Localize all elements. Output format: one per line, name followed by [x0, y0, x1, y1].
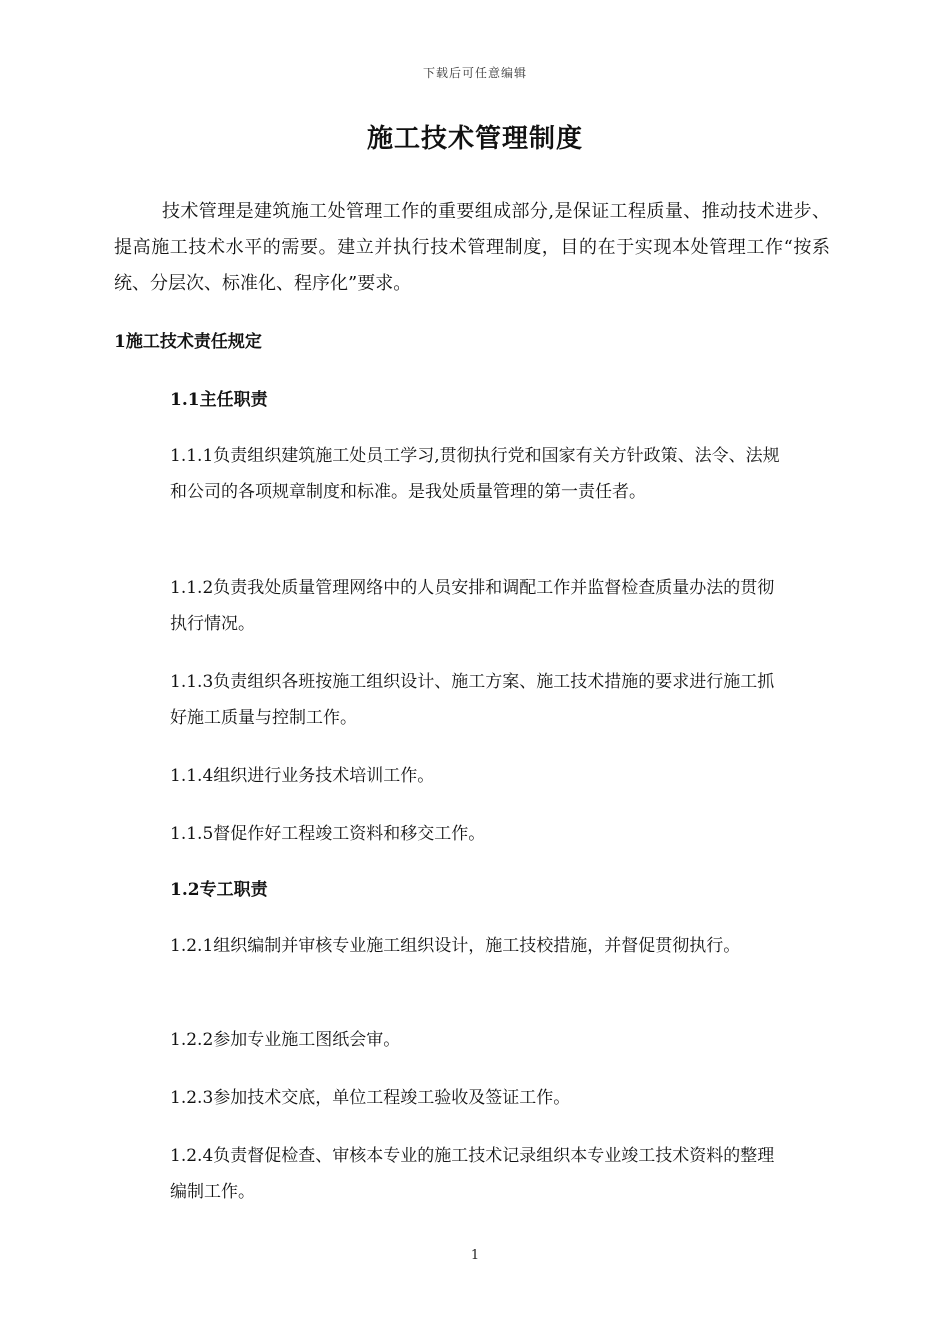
clause-1-2-1: 1.2.1组织编制并审核专业施工组织设计，施工技校措施，并督促贯彻执行。: [170, 936, 741, 956]
clause-1-1-3: 1.1.3负责组织各班按施工组织设计、施工方案、施工技术措施的要求进行施工抓好施工质量与控制工作。: [170, 672, 775, 728]
section-heading-1: 1施工技术责任规定: [114, 332, 262, 352]
clause-1-1-4: 1.1.4组织进行业务技术培训工作。: [170, 766, 435, 786]
clause-1-1-2: 1.1.2负责我处质量管理网络中的人员安排和调配工作并监督检查质量办法的贯彻执行情况。: [170, 578, 775, 634]
subsection-heading-1-1: 1.1主任职责: [170, 390, 268, 410]
subsection-heading-1-2: 1.2专工职责: [170, 880, 268, 900]
header-note: 下载后可任意编辑: [422, 66, 527, 80]
clause-1-1-1: 1.1.1负责组织建筑施工处员工学习,贯彻执行党和国家有关方针政策、法令、法规和公司的各项规章制度和标准。是我处质量管理的第一责任者。: [170, 446, 780, 502]
intro-paragraph: 技术管理是建筑施工处管理工作的重要组成部分,是保证工程质量、推动技术进步、提高施工技术水平的需要。建立并执行技术管理制度，目的在于实现本处管理工作“按系统、分层次、标准化、程序化”要求。: [114, 201, 830, 294]
clause-1-2-3: 1.2.3参加技术交底，单位工程竣工验收及签证工作。: [170, 1088, 571, 1108]
page-number: 1: [470, 1248, 480, 1263]
clause-1-2-2: 1.2.2参加专业施工图纸会审。: [170, 1030, 401, 1050]
document-title: 施工技术管理制度: [366, 124, 583, 154]
clause-1-2-4: 1.2.4负责督促检查、审核本专业的施工技术记录组织本专业竣工技术资料的整理编制工作。: [170, 1146, 775, 1202]
clause-1-1-5: 1.1.5督促作好工程竣工资料和移交工作。: [170, 824, 486, 844]
